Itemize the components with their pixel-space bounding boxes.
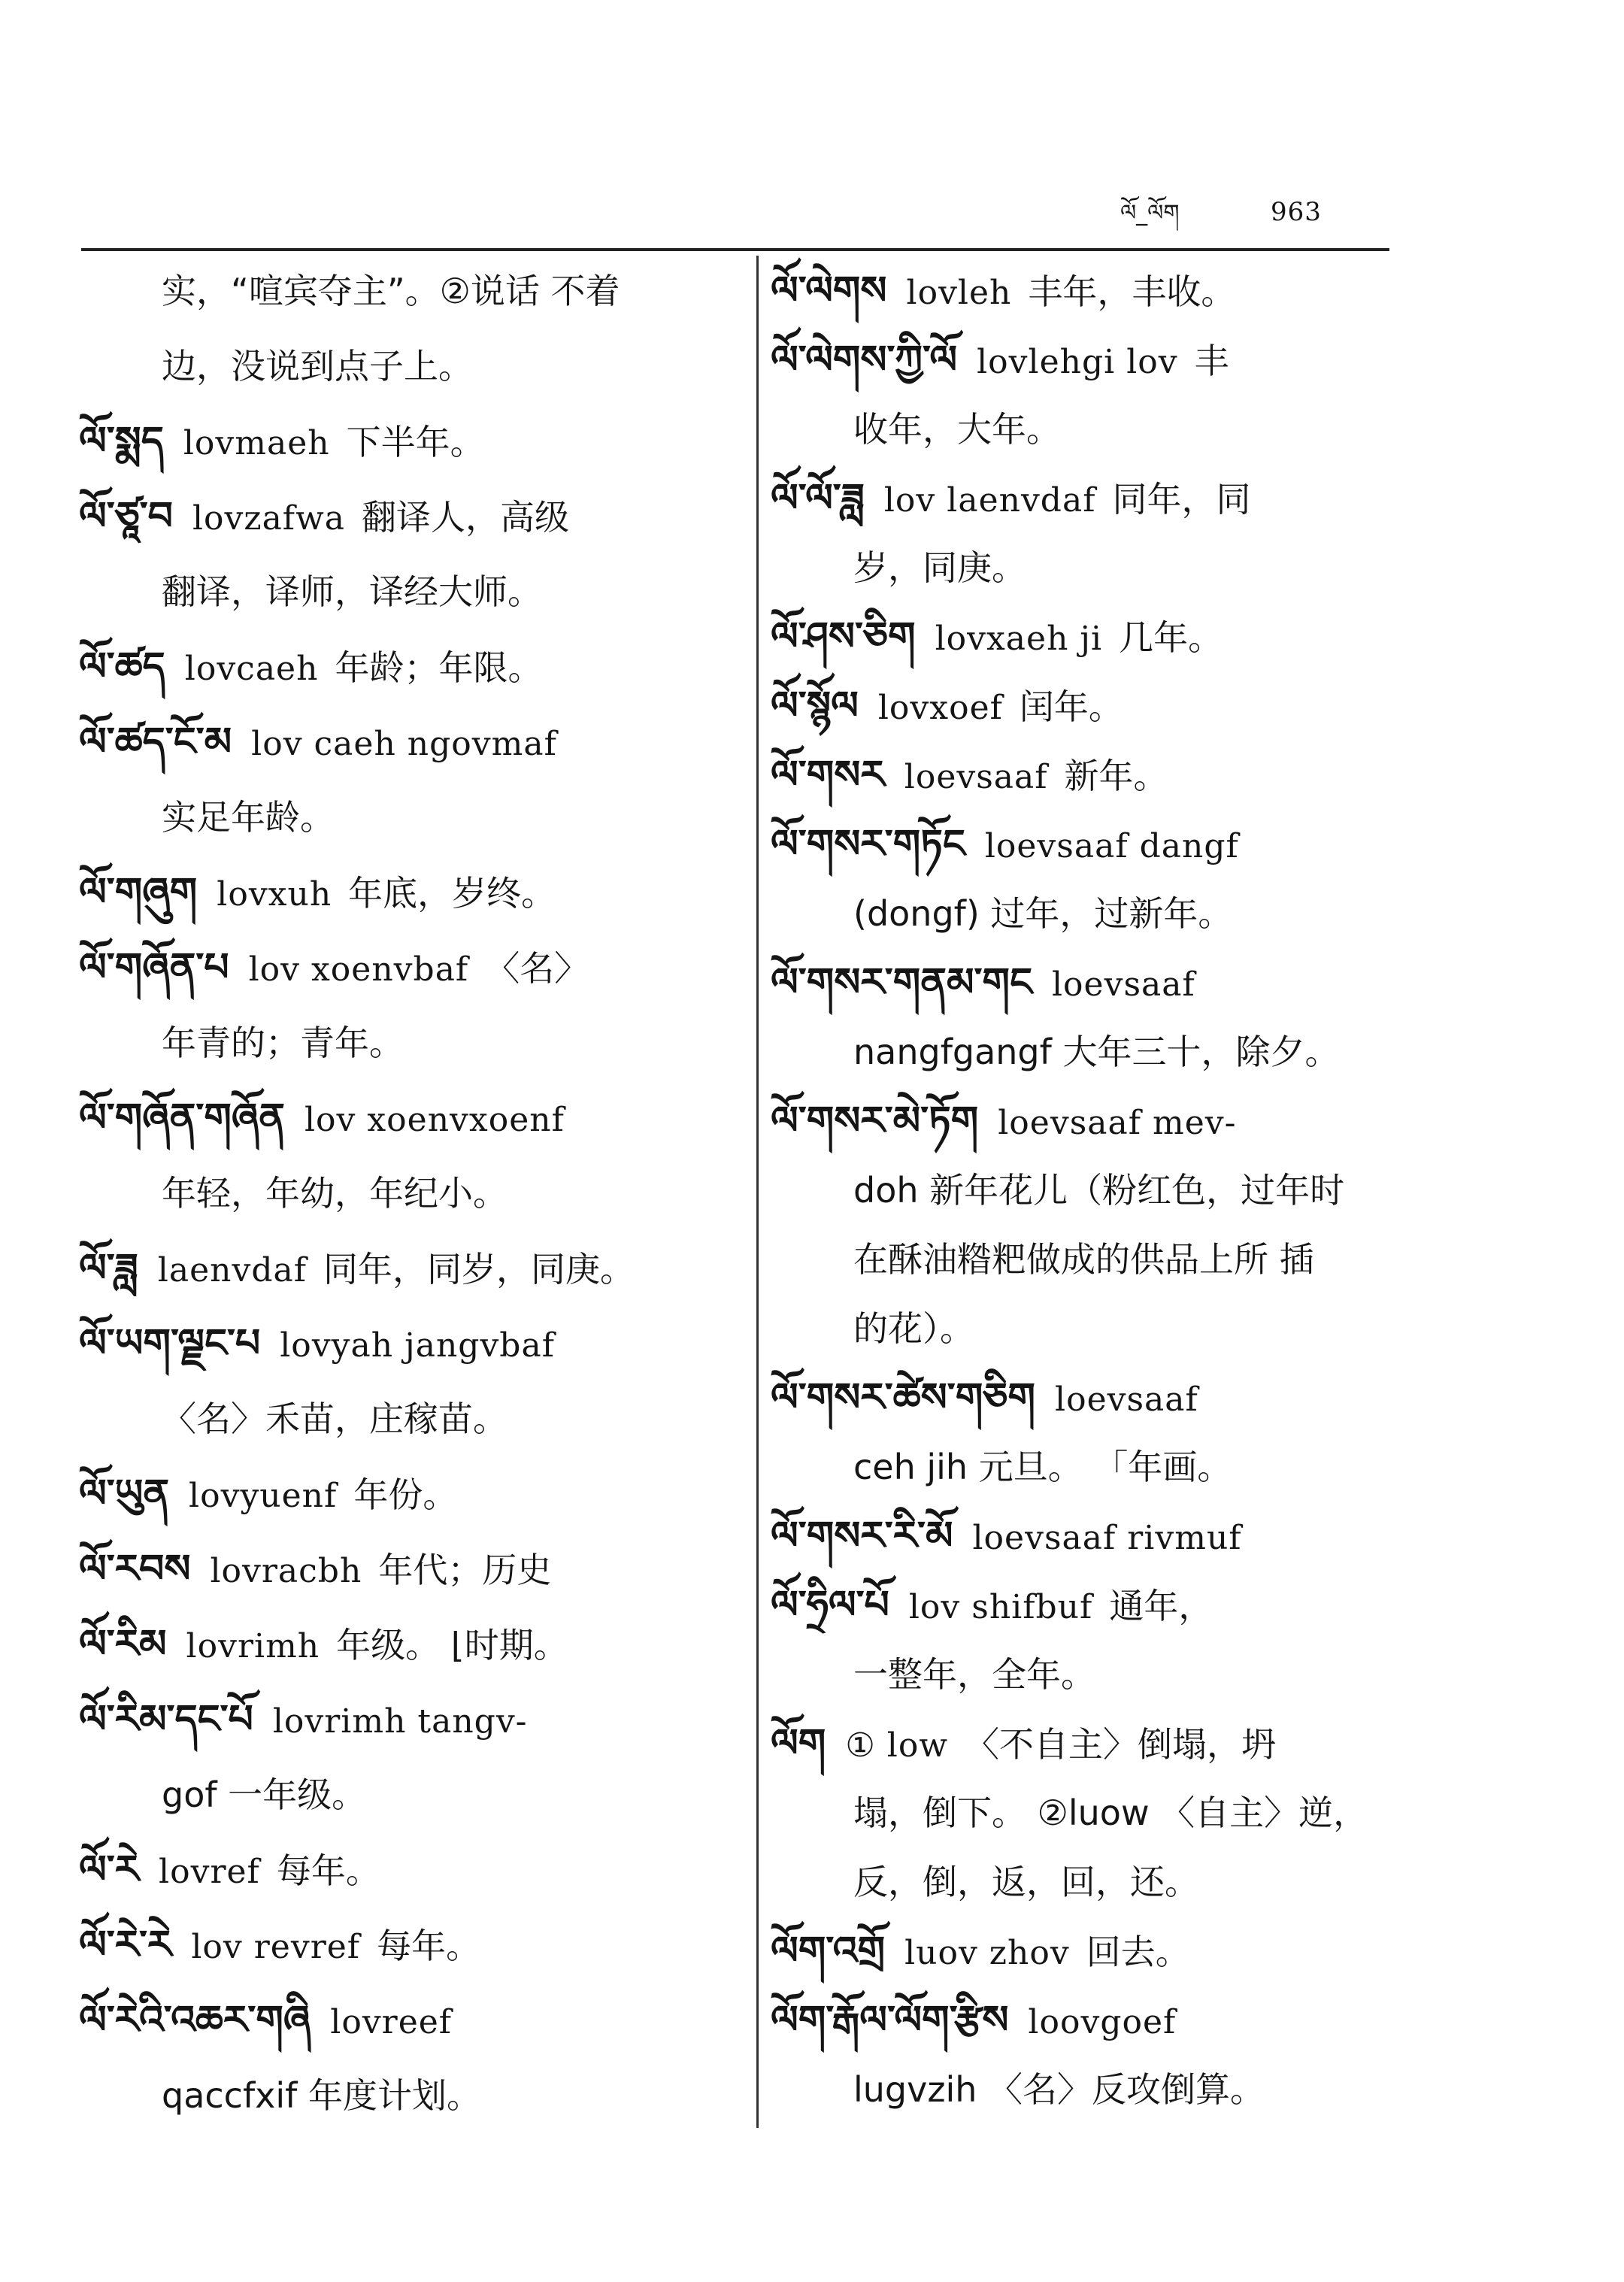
- romanization: lovxoef: [877, 689, 1003, 727]
- dictionary-entry: [771, 613, 1223, 663]
- entry-continuation: [853, 544, 1026, 592]
- continuation-text: 在酥油糌粑做成的供品上所 插: [853, 1239, 1314, 1280]
- column-divider: [756, 256, 759, 2128]
- continuation-text: 实足年龄。: [162, 797, 335, 838]
- romanization: lovrimh tangv-: [272, 1702, 528, 1741]
- dictionary-entry: [771, 267, 1235, 317]
- entry-continuation: [162, 1019, 404, 1068]
- chinese-gloss: 回去。: [1086, 1932, 1190, 1972]
- tibetan-headword: ལོ་ཚད: [79, 644, 165, 689]
- romanization: laenvdaf: [157, 1251, 308, 1289]
- continuation-text: ceh jih 元旦。 「年画。: [853, 1447, 1232, 1487]
- entry-continuation: [853, 1858, 1199, 1907]
- romanization: lovxuh: [217, 875, 332, 914]
- continuation-text: lugvzih 〈名〉反攻倒算。: [853, 2069, 1265, 2110]
- continuation-text: 一整年，全年。: [853, 1654, 1095, 1695]
- entry-continuation: [162, 267, 620, 316]
- tibetan-headword: ལོ་རིམ: [79, 1622, 167, 1667]
- dictionary-entry: [79, 1846, 380, 1896]
- tibetan-headword: ལོ་རབས: [79, 1547, 191, 1592]
- romanization: loevsaaf: [904, 758, 1048, 796]
- tibetan-headword: ལོ་ལེགས་ཀྱི་ལོ: [771, 338, 958, 383]
- continuation-text: nangfgangf 大年三十，除夕。: [853, 1032, 1340, 1072]
- chinese-gloss: 闰年。: [1019, 686, 1123, 727]
- tibetan-headword: ལོ་རེའི་འཆར་གཞི: [79, 1998, 311, 2043]
- chinese-gloss: 年份。: [353, 1474, 458, 1515]
- continuation-text: (dongf) 过年，过新年。: [853, 893, 1233, 934]
- entry-continuation: [853, 1443, 1232, 1492]
- dictionary-entry: [79, 1320, 555, 1370]
- chinese-gloss: 每年。: [377, 1926, 481, 1966]
- tibetan-headword: ལོ་གཞུག: [79, 870, 198, 915]
- continuation-text: 年轻，年幼，年纪小。: [162, 1173, 508, 1214]
- entry-continuation: [162, 1771, 366, 1820]
- romanization: lovleh: [906, 274, 1012, 312]
- continuation-text: 年青的；青年。: [162, 1023, 404, 1063]
- tibetan-headword: ལོ་ཧྲིལ་པོ: [771, 1583, 889, 1628]
- entry-continuation: [853, 405, 1061, 454]
- romanization: loovgoef: [1028, 2003, 1177, 2041]
- dictionary-entry: [771, 1996, 1176, 2047]
- dictionary-entry: [79, 868, 556, 919]
- chinese-gloss: 年级。 ⌊时期。: [336, 1625, 568, 1665]
- entry-continuation: [162, 793, 335, 842]
- chinese-gloss: 同年，同: [1112, 479, 1251, 520]
- dictionary-entry: [79, 1244, 635, 1295]
- tibetan-headword: ལོ་གསར་གཏོང: [771, 822, 965, 867]
- tibetan-headword: ལོ་གསར་མེ་ཏོག: [771, 1099, 979, 1144]
- dictionary-entry: [771, 820, 1239, 871]
- tibetan-headword: ལོག: [771, 1721, 826, 1766]
- chinese-gloss: 年底，岁终。: [348, 873, 556, 914]
- dictionary-entry: [79, 417, 485, 468]
- running-head: ལོ_ལོག: [1120, 200, 1180, 226]
- dictionary-entry: [771, 1374, 1198, 1424]
- chinese-gloss: 〈名〉: [485, 948, 589, 989]
- chinese-gloss: 翻译人，高级: [361, 497, 569, 538]
- dictionary-entry: [79, 643, 542, 693]
- tibetan-headword: ལོ་གཞོན་གཞོན: [79, 1096, 285, 1141]
- chinese-gloss: 丰年，丰收。: [1028, 271, 1236, 312]
- tibetan-headword: ལོ་རེ: [79, 1847, 140, 1893]
- entry-continuation: [853, 1789, 1368, 1838]
- continuation-text: 收年，大年。: [853, 409, 1061, 450]
- chinese-gloss: 年龄；年限。: [335, 647, 543, 688]
- romanization: lovracbh: [210, 1552, 362, 1590]
- entry-continuation: [853, 889, 1232, 938]
- dictionary-entry: [79, 1470, 457, 1520]
- romanization: ① low: [845, 1726, 948, 1765]
- romanization: lov xoenvxoenf: [304, 1101, 565, 1139]
- entry-continuation: [853, 1235, 1314, 1284]
- continuation-text: 边，没说到点子上。: [162, 346, 473, 386]
- entry-continuation: [162, 2071, 481, 2120]
- continuation-text: doh 新年花儿（粉红色，过年时: [853, 1170, 1345, 1211]
- tibetan-headword: ལོ་སྙོལ: [771, 683, 859, 729]
- romanization: lovzafwa: [192, 499, 345, 538]
- romanization: lovxaeh ji: [935, 620, 1103, 658]
- romanization: lov caeh ngovmaf: [251, 725, 557, 763]
- romanization: lovrimh: [186, 1627, 320, 1665]
- entry-continuation: [853, 1166, 1344, 1215]
- tibetan-headword: ལོ་ཡག་ལྗང་པ: [79, 1321, 261, 1366]
- tibetan-headword: ལོ་ལོ་ཟླ: [771, 476, 865, 521]
- dictionary-entry: [771, 1720, 1276, 1770]
- chinese-gloss: 几年。: [1119, 617, 1223, 658]
- dictionary-entry: [79, 1094, 565, 1144]
- dictionary-entry: [771, 1581, 1213, 1632]
- tibetan-headword: ལོ་གསར་རི་མོ: [771, 1514, 953, 1559]
- dictionary-entry: [79, 1696, 528, 1746]
- romanization: lovcaeh: [184, 650, 319, 688]
- tibetan-headword: ལོ་རིམ་དང་པོ: [79, 1697, 253, 1742]
- romanization: lov revref: [191, 1928, 361, 1966]
- chinese-gloss: 〈不自主〉倒塌，坍: [964, 1724, 1276, 1765]
- chinese-gloss: 丰: [1194, 341, 1229, 381]
- chinese-gloss: 每年。: [276, 1850, 380, 1891]
- entry-continuation: [162, 1169, 508, 1218]
- tibetan-headword: ལོ་གཞོན་པ: [79, 945, 229, 990]
- chinese-gloss: 通年，: [1109, 1586, 1213, 1626]
- page-number: 963: [1271, 197, 1322, 227]
- dictionary-entry: [771, 1927, 1190, 1977]
- tibetan-headword: ལོ་གསར: [771, 753, 885, 798]
- tibetan-headword: ལོ་གསར་ཚེས་གཅིག: [771, 1375, 1035, 1420]
- tibetan-headword: ལོ་ཡུན: [79, 1471, 170, 1517]
- romanization: loevsaaf mev-: [998, 1104, 1237, 1142]
- dictionary-entry: [79, 1921, 480, 1971]
- entry-continuation: [853, 1650, 1095, 1699]
- tibetan-headword: ལོ་ཤས་ཅིག: [771, 614, 916, 659]
- chinese-gloss: 年代；历史: [378, 1550, 552, 1590]
- tibetan-headword: ལོ་ལེགས: [771, 268, 887, 314]
- romanization: loevsaaf: [1055, 1380, 1198, 1419]
- continuation-text: 〈名〉禾苗，庄稼苗。: [162, 1399, 508, 1439]
- entry-continuation: [853, 1305, 974, 1353]
- dictionary-entry: [79, 1620, 568, 1671]
- tibetan-headword: ལོ་སྨད: [79, 419, 164, 464]
- entry-continuation: [853, 1028, 1339, 1077]
- dictionary-entry: [771, 682, 1123, 732]
- romanization: lovmaeh: [183, 424, 330, 462]
- romanization: lov laenvdaf: [883, 481, 1096, 520]
- chinese-gloss: 同年，同岁，同庚。: [323, 1249, 635, 1289]
- dictionary-entry: [771, 1512, 1242, 1562]
- continuation-text: 岁，同庚。: [853, 547, 1026, 588]
- romanization: lovyah jangvbaf: [280, 1326, 555, 1365]
- dictionary-entry: [79, 1996, 452, 2047]
- continuation-text: 塌，倒下。 ②luow 〈自主〉逆，: [853, 1793, 1368, 1833]
- header-rule: [81, 248, 1389, 251]
- romanization: lovlehgi lov: [977, 343, 1178, 381]
- romanization: luov zhov: [904, 1934, 1070, 1972]
- entry-continuation: [162, 1395, 508, 1444]
- dictionary-entry: [79, 492, 569, 543]
- entry-continuation: [162, 568, 542, 617]
- dictionary-entry: [79, 1545, 551, 1596]
- dictionary-entry: [771, 474, 1251, 525]
- continuation-text: 的花）。: [853, 1308, 974, 1349]
- tibetan-headword: ལོ་གསར་གནམ་གང: [771, 960, 1032, 1005]
- tibetan-headword: ལོ་རེ་རེ: [79, 1923, 172, 1968]
- dictionary-entry: [771, 336, 1229, 386]
- entry-continuation: [853, 2065, 1265, 2114]
- romanization: loevsaaf dangf: [984, 827, 1239, 865]
- dictionary-entry: [79, 944, 589, 994]
- chinese-gloss: 下半年。: [346, 422, 485, 462]
- romanization: loevsaaf rivmuf: [972, 1519, 1242, 1557]
- dictionary-entry: [771, 751, 1168, 802]
- tibetan-headword: ལོག་འགྲོ: [771, 1929, 886, 1974]
- continuation-text: qaccfxif 年度计划。: [162, 2075, 481, 2116]
- dictionary-entry: [771, 959, 1195, 1009]
- continuation-text: 反，倒，返，回，还。: [853, 1862, 1199, 1902]
- dictionary-entry: [771, 1097, 1237, 1147]
- continuation-text: 实，“喧宾夺主”。②说话 不着: [162, 271, 620, 311]
- romanization: lovref: [159, 1853, 260, 1891]
- tibetan-headword: ལོ་ཚད་ངོ་མ: [79, 720, 232, 765]
- entry-continuation: [162, 342, 473, 391]
- continuation-text: gof 一年级。: [162, 1774, 367, 1815]
- tibetan-headword: ལོ་ཙཱ་བ: [79, 494, 173, 539]
- tibetan-headword: ལོ་ཟླ: [79, 1246, 138, 1291]
- romanization: loevsaaf: [1051, 965, 1195, 1004]
- chinese-gloss: 新年。: [1064, 756, 1168, 796]
- romanization: lov shifbuf: [908, 1588, 1093, 1626]
- tibetan-headword: ལོག་རྒོལ་ལོག་རྩིས: [771, 1998, 1009, 2043]
- romanization: lovyuenf: [189, 1477, 338, 1515]
- romanization: lovreef: [330, 2003, 453, 2041]
- dictionary-entry: [79, 718, 557, 768]
- romanization: lov xoenvbaf: [248, 950, 469, 989]
- continuation-text: 翻译，译师，译经大师。: [162, 571, 542, 612]
